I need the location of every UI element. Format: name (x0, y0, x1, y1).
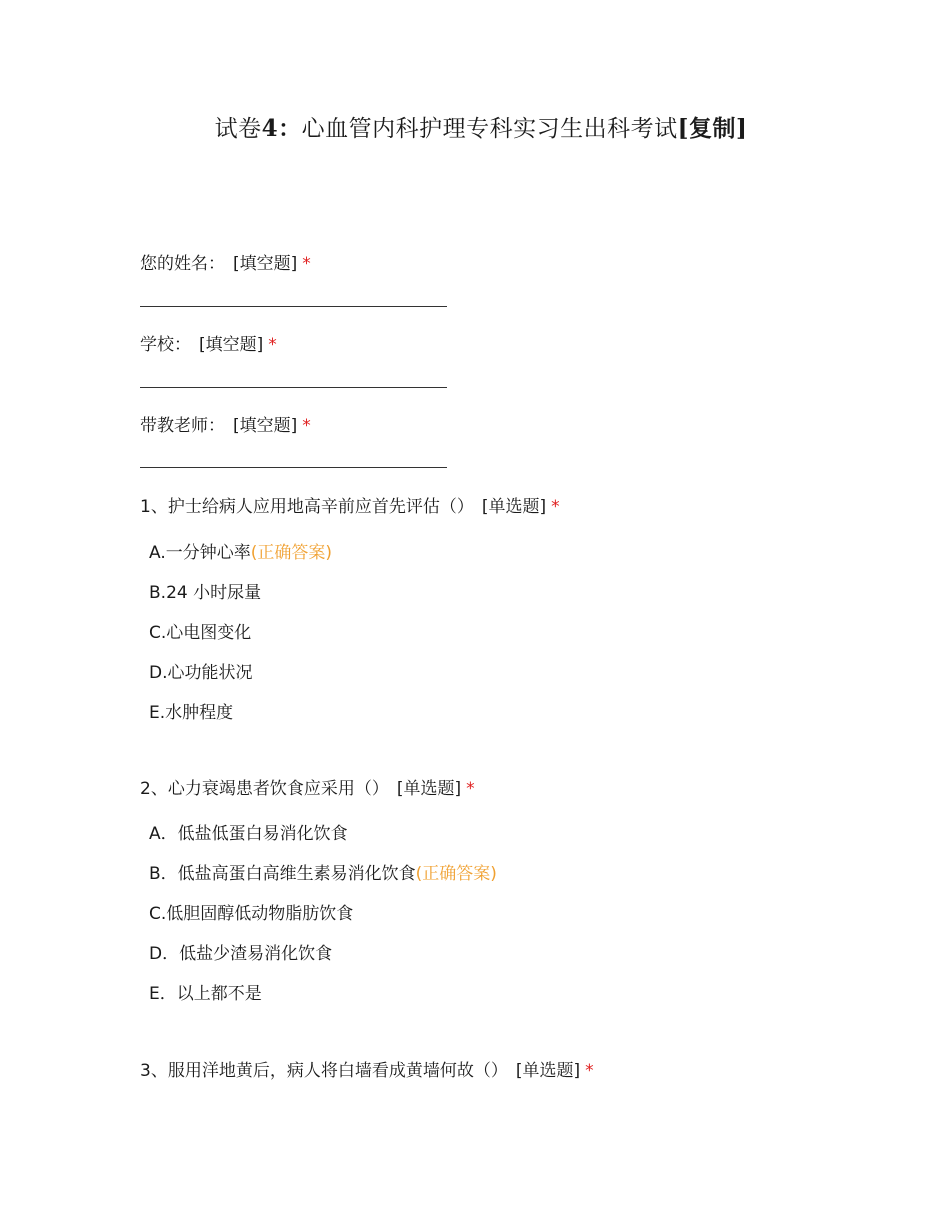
field-type: [填空题] (199, 335, 264, 355)
question-1 (140, 496, 560, 518)
required-marker: * (585, 1061, 594, 1081)
field-label: 学校： (140, 335, 191, 355)
title-prefix: 试卷 (214, 116, 262, 142)
q1-option-c[interactable] (149, 622, 251, 644)
correct-answer-marker: (正确答案) (250, 543, 332, 563)
q2-option-c[interactable] (149, 903, 353, 925)
q1-option-b[interactable] (149, 582, 261, 604)
q2-option-a[interactable] (149, 823, 348, 845)
question-type: [单选题] (396, 779, 462, 799)
field-school (140, 334, 277, 356)
q1-option-d[interactable] (149, 662, 253, 684)
question-type: [单选题] (481, 497, 547, 517)
q1-option-a[interactable] (149, 542, 332, 564)
question-text: 2、心力衰竭患者饮食应采用（） (140, 779, 389, 799)
option-text: A．低盐低蛋白易消化饮食 (149, 824, 348, 844)
option-text: C.心电图变化 (149, 623, 252, 643)
teacher-input-line[interactable] (140, 467, 447, 468)
title-number: 4： (261, 115, 302, 142)
field-name (140, 253, 311, 275)
q2-option-e[interactable] (149, 983, 262, 1005)
required-marker: * (551, 497, 560, 517)
correct-answer-marker: (正确答案) (415, 864, 497, 884)
option-text: C.低胆固醇低动物脂肪饮食 (149, 904, 354, 924)
question-3 (140, 1060, 594, 1082)
question-2 (140, 778, 475, 800)
field-type: [填空题] (233, 416, 298, 436)
title-main: 心血管内科护理专科实习生出科考试 (301, 116, 678, 142)
option-text: B.24 小时尿量 (149, 583, 262, 603)
title-suffix: [复制] (677, 115, 748, 142)
option-text: A.一分钟心率 (149, 543, 251, 563)
q2-option-b[interactable] (149, 863, 497, 885)
q1-option-e[interactable] (149, 702, 233, 724)
option-text: D.心功能状况 (149, 663, 253, 683)
option-text: E．以上都不是 (149, 984, 262, 1004)
option-text: E.水肿程度 (149, 703, 234, 723)
required-marker: * (268, 335, 277, 355)
option-text: B．低盐高蛋白高维生素易消化饮食 (149, 864, 416, 884)
required-marker: * (466, 779, 475, 799)
question-text: 1、护士给病人应用地高辛前应首先评估（） (140, 497, 474, 517)
field-type: [填空题] (233, 254, 298, 274)
required-marker: * (302, 254, 311, 274)
page-title (0, 110, 950, 143)
question-type: [单选题] (515, 1061, 581, 1081)
option-text: D．低盐少渣易消化饮食 (149, 944, 333, 964)
field-teacher (140, 415, 311, 437)
name-input-line[interactable] (140, 306, 447, 307)
question-text: 3、服用洋地黄后，病人将白墙看成黄墙何故（） (140, 1061, 508, 1081)
q2-option-d[interactable] (149, 943, 332, 965)
required-marker: * (302, 416, 311, 436)
field-label: 您的姓名： (140, 254, 225, 274)
field-label: 带教老师： (140, 416, 225, 436)
school-input-line[interactable] (140, 387, 447, 388)
